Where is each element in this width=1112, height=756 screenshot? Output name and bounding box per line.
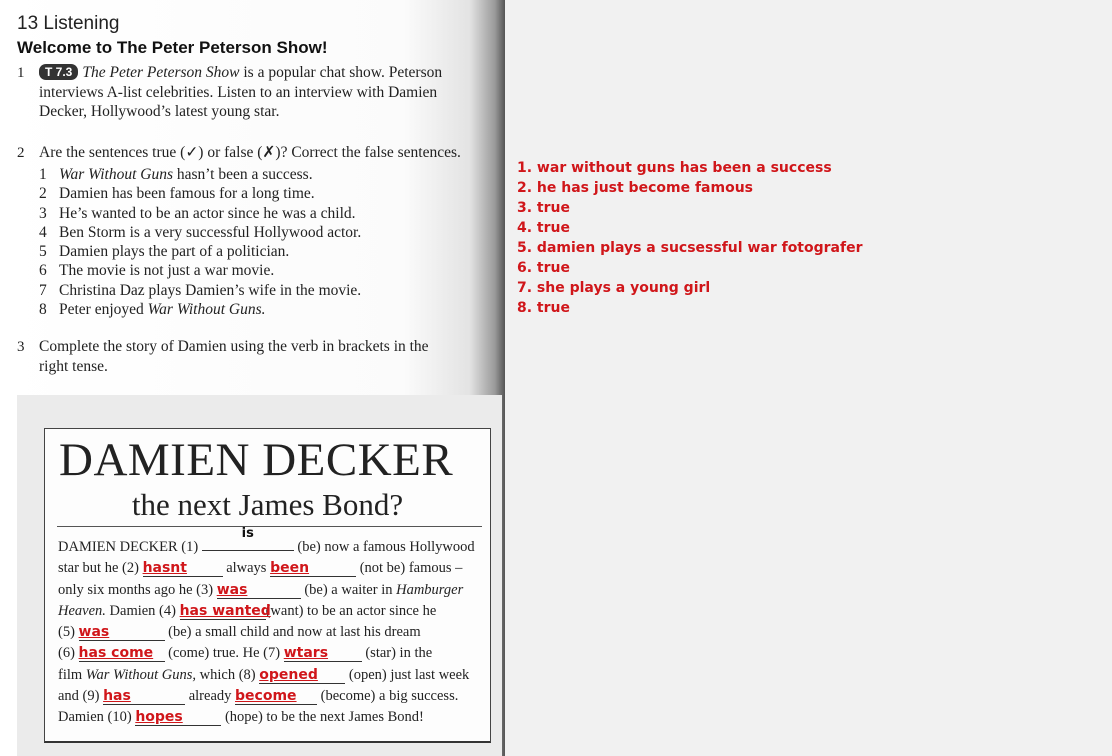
section-title: 13 Listening [17,13,120,34]
list-item: 5 Damien plays the part of a politician. [39,243,290,261]
track-badge: T 7.3 [39,64,78,80]
blank-9[interactable] [103,689,185,705]
answer-8: opened [259,666,318,683]
section-subtitle: Welcome to The Peter Peterson Show! [17,38,328,57]
answer-panel [505,0,1112,756]
answer-line: 6. true [517,260,570,276]
answer-list [517,158,862,318]
blank-2[interactable] [143,561,223,577]
list-item: 8 Peter enjoyed War Without Guns. [39,301,266,319]
exercise-3-instruction: Complete the story of Damien using the verb in brackets in the right tense. [39,338,429,375]
blank-9b[interactable] [235,689,317,705]
answer-line: 1. war without guns has been a success [517,160,832,176]
list-item: 1 War Without Guns hasn’t been a success. [39,166,313,183]
answer-1: is [241,526,254,541]
blank-10[interactable] [135,710,221,726]
answer-4: has wanted [179,602,271,619]
answer-2b: been [270,560,310,577]
article-subtitle: the next James Bond? [131,487,404,522]
answer-9b: become [235,688,297,705]
exercise-2-number: 2 [17,145,25,161]
blank-3[interactable] [217,583,301,599]
article-title: DAMIEN DECKER [59,434,454,486]
blank-6[interactable] [79,646,165,662]
answer-9a: has [103,688,131,705]
answer-3: was [216,581,248,598]
answer-line: 5. damien plays a sucsessful war fotografer [517,240,863,256]
answer-line: 2. he has just become famous [517,180,753,196]
blank-7[interactable] [284,646,362,662]
blank-2b[interactable] [270,561,356,577]
blank-4[interactable] [179,602,271,620]
exercise-3-number: 3 [17,339,25,355]
true-false-list [39,165,361,319]
list-item: 6 The movie is not just a war movie. [39,262,275,280]
blank-8[interactable] [259,668,345,684]
answer-line: 7. she plays a young girl [517,280,711,296]
textbook-page [0,0,505,756]
exercise-1-text: T 7.3 The Peter Peterson Show is a popular chat show. Peterson interviews A-list celebrities. Listen to an interview with Damien Decker, Hollywood’s latest young star. [39,64,443,120]
list-item: 4 Ben Storm is a very successful Hollywood actor. [39,223,362,241]
story-text: DAMIEN DECKER (1) is (be) now a famous Hollywood star but he (2) hasnt always been (not be) famous – only six months ago he (3) was (be) a waiter in Hamburger Heaven. Damien (4) has wanted(want) to be an actor since he (5) was (be) a small child and now at last his dream (6) has come (come) true. He (7) wtars (star) in the film War Without Guns, which (8) opened (open) just last week and (9) has already become (become) a big success. Damien (10) hopes (hope) to be the next James Bond! [58,526,475,726]
answer-2a: hasnt [142,560,187,577]
answer-5: was [78,624,110,641]
show-name: The Peter Peterson Show [82,64,240,81]
answer-10: hopes [135,709,183,726]
list-item: 2 Damien has been famous for a long time. [39,185,315,203]
answer-line: 4. true [517,220,570,236]
exercise-2-instruction: Are the sentences true (✓) or false (✗)? Correct the false sentences. [39,144,461,161]
answer-7: wtars [283,645,329,662]
blank-5[interactable] [79,625,165,641]
blank-1[interactable] [202,526,294,551]
exercise-1-number: 1 [17,65,25,81]
article-box [44,428,491,743]
answer-line: 3. true [517,200,570,216]
answer-line: 8. true [517,300,570,316]
list-item: 7 Christina Daz plays Damien’s wife in the movie. [39,281,362,299]
list-item: 3 He’s wanted to be an actor since he was a child. [39,204,356,222]
answer-6: has come [78,645,154,662]
